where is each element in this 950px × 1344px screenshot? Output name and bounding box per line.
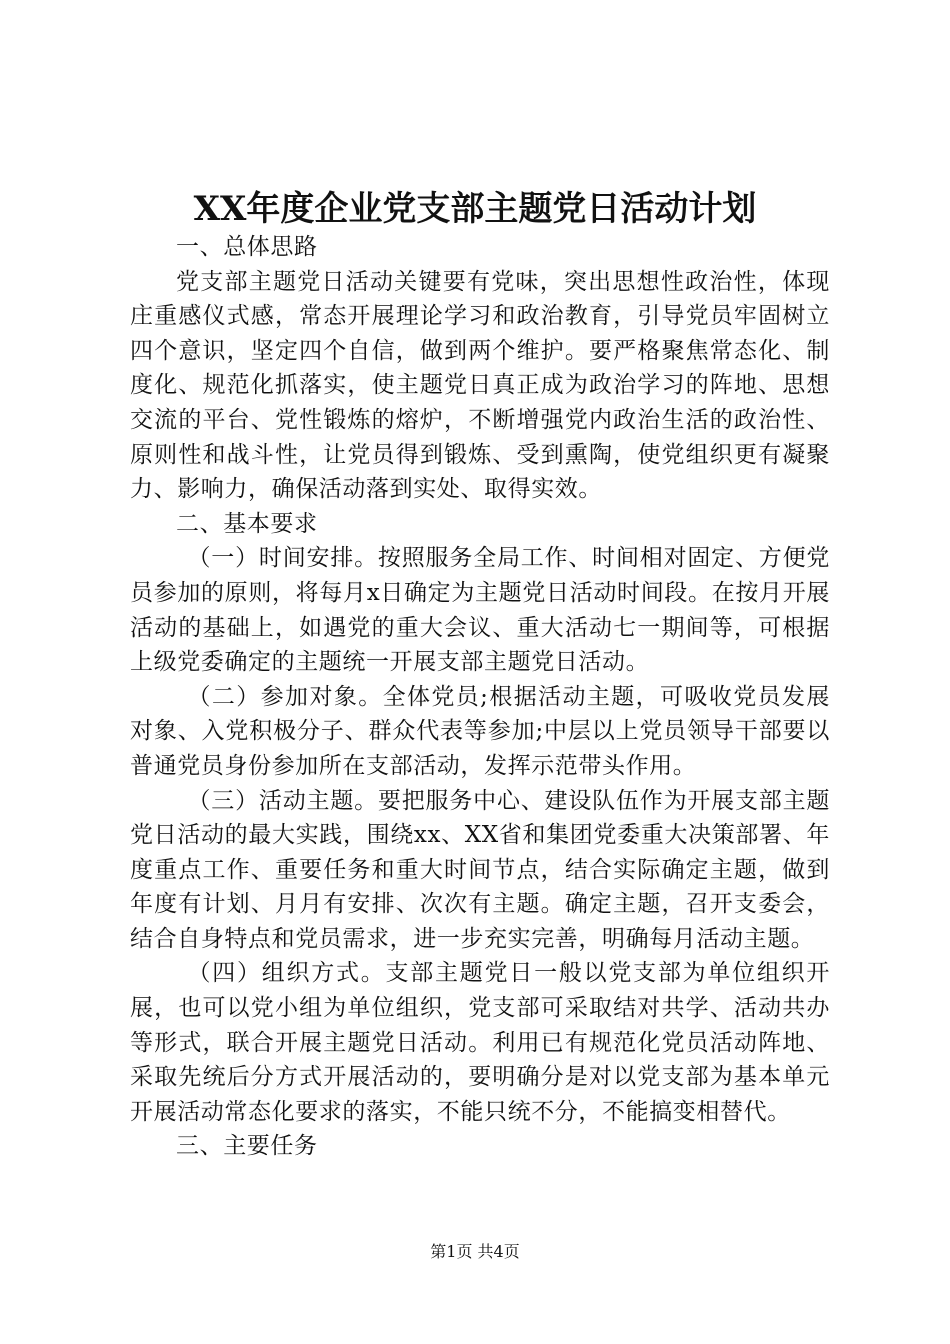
page-number-footer: 第1页 共4页 bbox=[430, 1242, 520, 1261]
paragraph-participants: （二）参加对象。全体党员;根据活动主题，可吸收党员发展对象、入党积极分子、群众代表等参加;中层以上党员领导干部要以普通党员身份参加所在支部活动，发挥示范带头作用。 bbox=[130, 683, 830, 779]
paragraph-organization-method: （四）组织方式。支部主题党日一般以党支部为单位组织开展，也可以党小组为单位组织，党支部可采取结对共学、活动共办等形式，联合开展主题党日活动。利用已有规范化党员活动阵地、采取先统后分方式开展活动的，要明确分是对以党支部为基本单元开展活动常态化要求的落实，不能只统不分，不能搞变相替代。 bbox=[130, 960, 830, 1125]
document-body bbox=[130, 230, 830, 1164]
section-heading-main-tasks: 三、主要任务 bbox=[176, 1133, 318, 1160]
paragraph-activity-theme: （三）活动主题。要把服务中心、建设队伍作为开展支部主题党日活动的最大实践，围绕xx、XX省和集团党委重大决策部署、年度重点工作、重要任务和重大时间节点，结合实际确定主题，做到年度有计划、月月有安排、次次有主题。确定主题，召开支委会，结合自身特点和党员需求，进一步充实完善，明确每月活动主题。 bbox=[130, 787, 830, 952]
section-heading-overall-approach: 一、总体思路 bbox=[176, 234, 318, 260]
paragraph-time-arrangement: （一）时间安排。按照服务全局工作、时间相对固定、方便党员参加的原则，将每月x日确定为主题党日活动时间段。在按月开展活动的基础上，如遇党的重大会议、重大活动七一期间等，可根据上级党委确定的主题统一开展支部主题党日活动。 bbox=[130, 545, 830, 676]
paragraph-overall-approach: 党支部主题党日活动关键要有党味，突出思想性政治性，体现庄重感仪式感，常态开展理论学习和政治教育，引导党员牢固树立四个意识，坚定四个自信，做到两个维护。要严格聚焦常态化、制度化、规范化抓落实，使主题党日真正成为政治学习的阵地、思想交流的平台、党性锻炼的熔炉，不断增强党内政治生活的政治性、原则性和战斗性，让党员得到锻炼、受到熏陶，使党组织更有凝聚力、影响力，确保活动落到实处、取得实效。 bbox=[130, 268, 830, 503]
section-heading-basic-requirements: 二、基本要求 bbox=[176, 510, 318, 537]
document-title: XX年度企业党支部主题党日活动计划 bbox=[193, 189, 757, 229]
